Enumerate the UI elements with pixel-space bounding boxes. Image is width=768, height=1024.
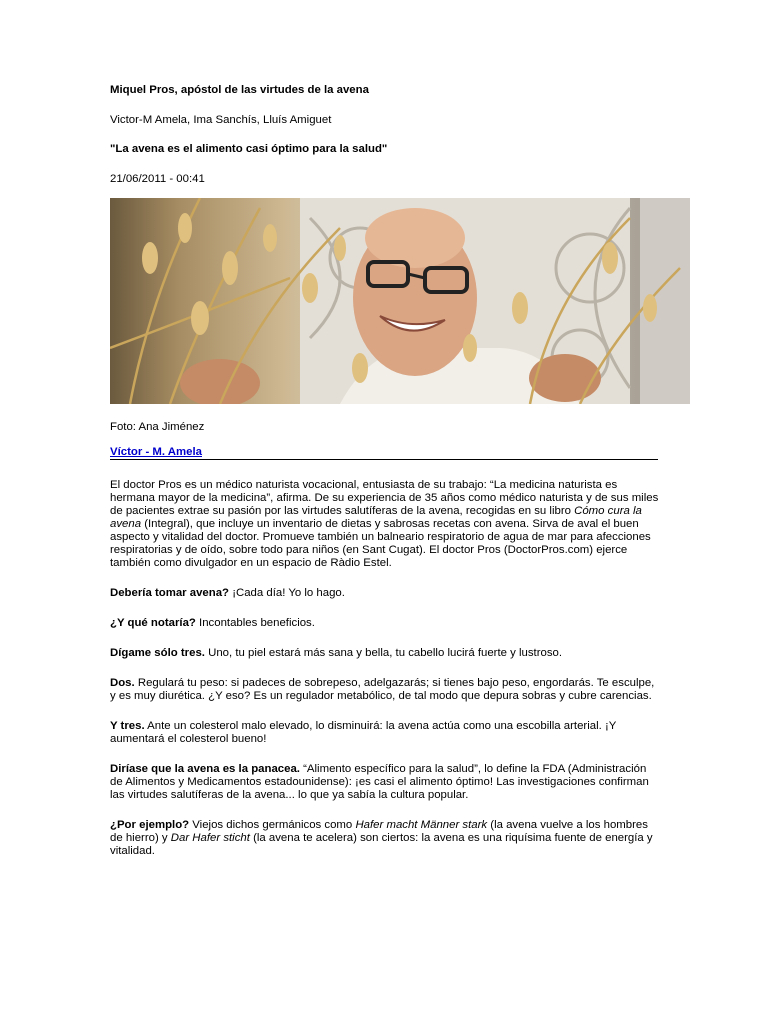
answer: “Alimento específico para la salud”, lo define la FDA (Administración de Alimentos y Medicamentos estadounidense): ¡es casi el alimento óptimo! Las investigaciones confirman las virtudes salutíferas de la avena... lo que ya sabía la cultura popular. (110, 763, 649, 801)
photo-illustration (110, 198, 690, 404)
article-authors: Victor-M Amela, Ima Sanchís, Lluís Amiguet (110, 114, 332, 126)
intro-text-1: El doctor Pros es un médico naturista vocacional, entusiasta de su trabajo: “La medicina naturista es hermana mayor de la medicina”, afirma. De su experiencia de 35 años como médico naturista y de sus miles de pacientes extrae su pasión por las virtudes salutíferas de la avena, recogidas en su libro (110, 479, 659, 517)
qa-paragraph (110, 720, 660, 746)
article-date: 21/06/2011 - 00:41 (110, 173, 205, 185)
question: Debería tomar avena? (110, 587, 230, 599)
answer: ¡Cada día! Yo lo hago. (229, 587, 345, 599)
intro-text-2: (Integral), que incluye un inventario de dietas y sabrosas recetas con avena. Sirva de aval el buen aspecto y vitalidad del doctor. Promueve también un balneario respiratorio de agua de mar para afecciones respiratorias y de oído, sobre todo para niños (en Sant Cugat). El doctor Pros (DoctorPros.com) ejerce también como divulgador en un espacio de Ràdio Estel. (110, 518, 651, 569)
saying-1: Hafer macht Männer stark (355, 819, 488, 831)
answer-part-1: Viejos dichos germánicos como (189, 819, 356, 831)
answer: Regulará tu peso: si padeces de sobrepeso, adelgazarás; si tienes bajo peso, engordarás. Te esculpe, y es muy diurética. ¿Y eso? Es un regulador metabólico, de tal modo que depura sobras y cubre carencias. (110, 677, 655, 702)
intro-paragraph (110, 479, 660, 570)
qa-paragraph (110, 677, 660, 703)
qa-paragraph (110, 763, 660, 802)
answer-part-3: (la avena te acelera) son ciertos: la avena es una riquísima fuente de energía y vitalidad. (110, 832, 653, 857)
question: Y tres. (110, 720, 145, 732)
question: Dos. (110, 677, 135, 689)
article-title: Miquel Pros, apóstol de las virtudes de la avena (110, 84, 369, 96)
qa-paragraph (110, 587, 660, 600)
question: Diríase que la avena es la panacea. (110, 763, 300, 775)
author-link[interactable]: Víctor - M. Amela (110, 446, 202, 458)
qa-paragraph (110, 617, 660, 630)
answer: Uno, tu piel estará más sana y bella, tu cabello lucirá fuerte y lustroso. (204, 647, 563, 659)
question: Dígame sólo tres. (110, 647, 205, 659)
photo-caption: Foto: Ana Jiménez (110, 421, 205, 433)
article-subtitle: "La avena es el alimento casi óptimo para la salud" (110, 143, 388, 155)
answer-part-2: (la avena vuelve a los hombres de hierro) y (110, 819, 648, 844)
saying-2: Dar Hafer sticht (170, 832, 250, 844)
byline-row (110, 446, 658, 460)
qa-paragraph-last (110, 819, 660, 858)
article-photo (110, 198, 690, 404)
article (110, 84, 660, 875)
book-title: Cómo cura la avena (110, 505, 642, 530)
answer: Ante un colesterol malo elevado, lo disminuirá: la avena actúa como una escobilla arterial. ¡Y aumentará el colesterol bueno! (110, 720, 617, 745)
qa-paragraph (110, 647, 660, 660)
answer: Incontables beneficios. (195, 617, 315, 629)
question: ¿Y qué notaría? (110, 617, 196, 629)
question: ¿Por ejemplo? (110, 819, 190, 831)
